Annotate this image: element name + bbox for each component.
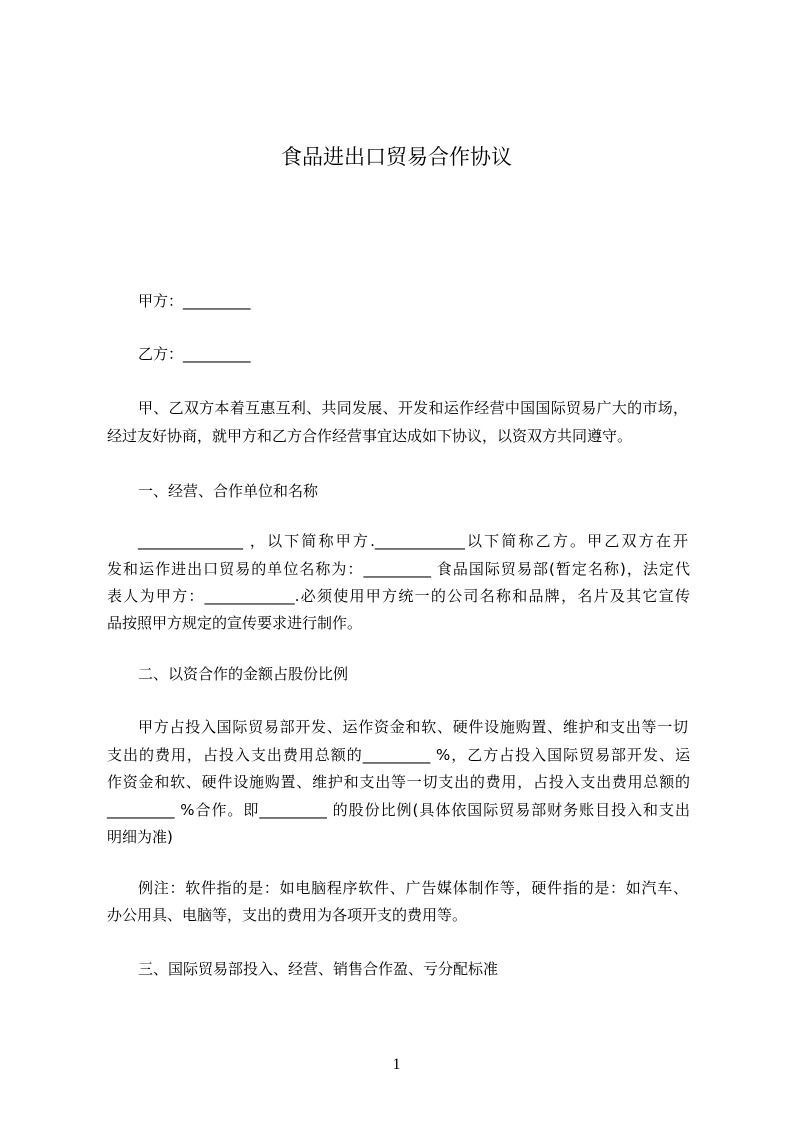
section-2-heading: 二、以资合作的金额占股份比例 [138, 665, 349, 683]
section-2-line-4: _________ %合作。即_________ 的股份比例(具体依国际贸易部财务账目投入和支出 [107, 801, 690, 819]
note-line-2: 办公用具、电脑等，支出的费用为各项开支的费用等。 [107, 906, 468, 924]
party-b-line: 乙方：_________ [138, 345, 251, 363]
note-line-1: 例注：软件指的是：如电脑程序软件、广告媒体制作等，硬件指的是：如汽车、 [138, 879, 688, 897]
section-1-line-2: 发和运作进出口贸易的单位名称为：_________ 食品国际贸易部(暂定名称)，法定代 [107, 560, 690, 578]
section-1-line-1: ______________ ，以下简称甲方.____________以下简称乙方。甲乙双方在开 [138, 532, 688, 550]
page-number: 1 [392, 1056, 401, 1073]
section-2-line-2: 支出的费用，占投入支出费用总额的_________ %，乙方占投入国际贸易部开发、运 [107, 746, 690, 764]
section-2-line-1: 甲方占投入国际贸易部开发、运作资金和软、硬件设施购置、维护和支出等一切 [138, 718, 688, 736]
page-title: 食品进出口贸易合作协议 [281, 145, 512, 169]
section-2-line-5: 明细为准) [107, 828, 173, 846]
section-1-heading: 一、经营、合作单位和名称 [138, 482, 319, 500]
section-1-line-3: 表人为甲方：____________.必须使用甲方统一的公司名称和品牌，名片及其它宣传 [107, 587, 690, 605]
intro-line-1: 甲、乙双方本着互惠互利、共同发展、开发和运作经营中国国际贸易广大的市场， [138, 399, 688, 417]
intro-line-2: 经过友好协商，就甲方和乙方合作经营事宜达成如下协议，以资双方共同遵守。 [107, 427, 633, 445]
party-a-line: 甲方：_________ [138, 292, 251, 310]
section-1-line-4: 品按照甲方规定的宣传要求进行制作。 [107, 614, 363, 632]
section-2-line-3: 作资金和软、硬件设施购置、维护和支出等一切支出的费用，占投入支出费用总额的 [107, 773, 690, 791]
section-3-heading: 三、国际贸易部投入、经营、销售合作盈、亏分配标准 [138, 960, 499, 978]
